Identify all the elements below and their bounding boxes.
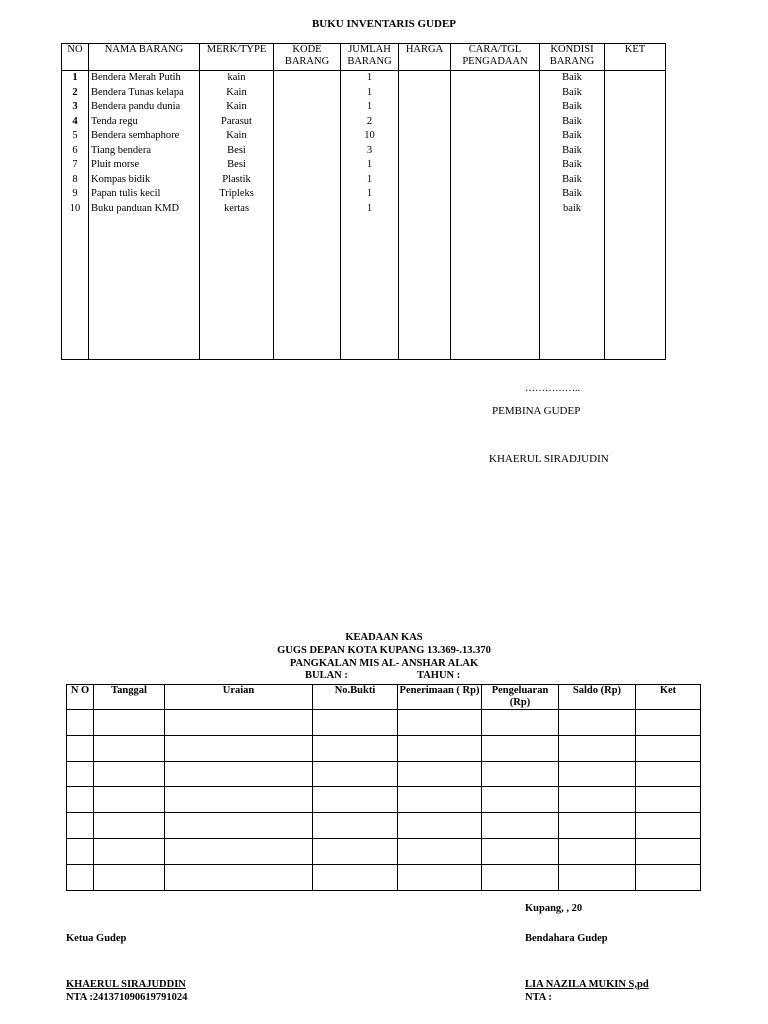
bendahara-name: LIA NAZILA MUKIN S,pd bbox=[525, 979, 649, 990]
header-cara-tgl-pengadaan: CARA/TGL PENGADAAN bbox=[451, 44, 540, 71]
item-ket bbox=[605, 202, 666, 217]
kas-cell bbox=[559, 710, 636, 736]
kas-cell bbox=[94, 813, 165, 839]
kas-cell bbox=[313, 761, 398, 787]
header-ket: KET bbox=[605, 44, 666, 71]
item-kode bbox=[274, 129, 341, 144]
item-kondisi: baik bbox=[540, 202, 605, 217]
item-merk: Kain bbox=[200, 129, 274, 144]
item-merk: Kain bbox=[200, 100, 274, 115]
item-merk: Besi bbox=[200, 144, 274, 159]
item-jumlah: 10 bbox=[341, 129, 399, 144]
item-merk: Tripleks bbox=[200, 187, 274, 202]
item-ket bbox=[605, 173, 666, 188]
item-kode bbox=[274, 144, 341, 159]
place-date: Kupang, , 20 bbox=[525, 903, 583, 914]
item-harga bbox=[399, 187, 451, 202]
inventory-row bbox=[62, 100, 666, 115]
kas-cell bbox=[636, 787, 701, 813]
item-no: 7 bbox=[62, 158, 89, 173]
kas-header-saldo: Saldo (Rp) bbox=[559, 685, 636, 710]
kas-cell bbox=[165, 710, 313, 736]
bendahara-role: Bendahara Gudep bbox=[525, 933, 608, 944]
inventory-body bbox=[62, 71, 666, 360]
kas-cell bbox=[398, 838, 482, 864]
item-merk: Besi bbox=[200, 158, 274, 173]
item-no: 3 bbox=[62, 100, 89, 115]
item-no: 6 bbox=[62, 144, 89, 159]
item-ket bbox=[605, 71, 666, 86]
item-kode bbox=[274, 100, 341, 115]
header-no: NO bbox=[62, 44, 89, 71]
kas-cell bbox=[482, 787, 559, 813]
kas-cell bbox=[313, 710, 398, 736]
header-merk-type: MERK/TYPE bbox=[200, 44, 274, 71]
item-kode bbox=[274, 202, 341, 217]
item-no: 1 bbox=[62, 71, 89, 86]
ketua-name: KHAERUL SIRAJUDDIN bbox=[66, 979, 186, 990]
inventory-row bbox=[62, 129, 666, 144]
kas-cell bbox=[67, 838, 94, 864]
item-kode bbox=[274, 158, 341, 173]
kas-header-ket: Ket bbox=[636, 685, 701, 710]
kas-cell bbox=[94, 761, 165, 787]
item-jumlah: 1 bbox=[341, 158, 399, 173]
blank-cell bbox=[341, 216, 399, 360]
item-name: Bendera semhaphore bbox=[89, 129, 200, 144]
item-jumlah: 1 bbox=[341, 202, 399, 217]
kas-cell bbox=[559, 761, 636, 787]
inventory-row bbox=[62, 144, 666, 159]
item-kondisi: Baik bbox=[540, 144, 605, 159]
blank-cell bbox=[605, 216, 666, 360]
kas-cell bbox=[636, 838, 701, 864]
kas-header-no: N O bbox=[67, 685, 94, 710]
kas-cell bbox=[398, 787, 482, 813]
item-harga bbox=[399, 173, 451, 188]
item-no: 8 bbox=[62, 173, 89, 188]
kas-cell bbox=[165, 735, 313, 761]
inventory-row bbox=[62, 115, 666, 130]
item-merk: Kain bbox=[200, 86, 274, 101]
item-no: 2 bbox=[62, 86, 89, 101]
kas-cell bbox=[94, 710, 165, 736]
item-no: 10 bbox=[62, 202, 89, 217]
item-pengadaan bbox=[451, 144, 540, 159]
item-merk: Parasut bbox=[200, 115, 274, 130]
item-name: Bendera Merah Putih bbox=[89, 71, 200, 86]
kas-cell bbox=[482, 864, 559, 890]
item-ket bbox=[605, 144, 666, 159]
item-kode bbox=[274, 173, 341, 188]
kas-cell bbox=[559, 838, 636, 864]
kas-cell bbox=[67, 864, 94, 890]
kas-cell bbox=[636, 735, 701, 761]
kas-cell bbox=[165, 787, 313, 813]
item-pengadaan bbox=[451, 202, 540, 217]
inventory-blank-space bbox=[62, 216, 666, 360]
item-kondisi: Baik bbox=[540, 158, 605, 173]
kas-header-row bbox=[67, 685, 701, 710]
kas-cell bbox=[559, 735, 636, 761]
kas-cell bbox=[313, 787, 398, 813]
item-jumlah: 1 bbox=[341, 71, 399, 86]
item-kondisi: Baik bbox=[540, 100, 605, 115]
inventory-row bbox=[62, 71, 666, 86]
item-no: 4 bbox=[62, 115, 89, 130]
kas-subtitle-pangkalan: PANGKALAN MIS AL- ANSHAR ALAK bbox=[289, 658, 479, 669]
kas-cell bbox=[313, 813, 398, 839]
kas-cell bbox=[165, 838, 313, 864]
inventory-header-row bbox=[62, 44, 666, 71]
blank-cell bbox=[200, 216, 274, 360]
item-kode bbox=[274, 187, 341, 202]
item-jumlah: 3 bbox=[341, 144, 399, 159]
item-kondisi: Baik bbox=[540, 71, 605, 86]
kas-table bbox=[66, 684, 701, 891]
item-kondisi: Baik bbox=[540, 86, 605, 101]
item-kondisi: Baik bbox=[540, 173, 605, 188]
item-no: 5 bbox=[62, 129, 89, 144]
kas-cell bbox=[165, 761, 313, 787]
item-kondisi: Baik bbox=[540, 187, 605, 202]
item-jumlah: 2 bbox=[341, 115, 399, 130]
blank-cell bbox=[274, 216, 341, 360]
kas-cell bbox=[94, 787, 165, 813]
item-kondisi: Baik bbox=[540, 115, 605, 130]
kas-header-tanggal: Tanggal bbox=[94, 685, 165, 710]
item-harga bbox=[399, 100, 451, 115]
kas-cell bbox=[165, 864, 313, 890]
kas-cell bbox=[482, 735, 559, 761]
item-pengadaan bbox=[451, 173, 540, 188]
inventory-row bbox=[62, 187, 666, 202]
blank-cell bbox=[451, 216, 540, 360]
signature-date-dots: …………….. bbox=[525, 383, 580, 394]
kas-cell bbox=[67, 787, 94, 813]
item-name: Kompas bidik bbox=[89, 173, 200, 188]
kas-bulan: BULAN : bbox=[305, 670, 348, 681]
kas-row bbox=[67, 787, 701, 813]
kas-cell bbox=[165, 813, 313, 839]
item-kode bbox=[274, 71, 341, 86]
item-jumlah: 1 bbox=[341, 100, 399, 115]
kas-cell bbox=[313, 864, 398, 890]
kas-cell bbox=[398, 710, 482, 736]
pembina-role: PEMBINA GUDEP bbox=[492, 405, 581, 417]
item-no: 9 bbox=[62, 187, 89, 202]
item-name: Buku panduan KMD bbox=[89, 202, 200, 217]
item-jumlah: 1 bbox=[341, 173, 399, 188]
item-ket bbox=[605, 187, 666, 202]
kas-cell bbox=[94, 864, 165, 890]
kas-cell bbox=[559, 864, 636, 890]
kas-row bbox=[67, 735, 701, 761]
inventory-row bbox=[62, 86, 666, 101]
kas-cell bbox=[398, 813, 482, 839]
item-kode bbox=[274, 115, 341, 130]
item-pengadaan bbox=[451, 158, 540, 173]
kas-cell bbox=[94, 735, 165, 761]
item-ket bbox=[605, 158, 666, 173]
item-harga bbox=[399, 158, 451, 173]
item-jumlah: 1 bbox=[341, 86, 399, 101]
blank-cell bbox=[399, 216, 451, 360]
inventory-row bbox=[62, 202, 666, 217]
header-harga: HARGA bbox=[399, 44, 451, 71]
bendahara-nta: NTA : bbox=[525, 992, 552, 1003]
blank-cell bbox=[62, 216, 89, 360]
inventory-row bbox=[62, 158, 666, 173]
kas-cell bbox=[482, 813, 559, 839]
item-pengadaan bbox=[451, 86, 540, 101]
kas-cell bbox=[559, 813, 636, 839]
ketua-role: Ketua Gudep bbox=[66, 933, 127, 944]
inventory-table bbox=[61, 43, 666, 360]
item-ket bbox=[605, 100, 666, 115]
item-harga bbox=[399, 71, 451, 86]
kas-row bbox=[67, 761, 701, 787]
kas-cell bbox=[482, 761, 559, 787]
item-harga bbox=[399, 115, 451, 130]
item-name: Tiang bendera bbox=[89, 144, 200, 159]
kas-cell bbox=[67, 761, 94, 787]
kas-cell bbox=[636, 864, 701, 890]
pembina-name: KHAERUL SIRADJUDIN bbox=[489, 453, 609, 465]
kas-cell bbox=[313, 735, 398, 761]
kas-cell bbox=[398, 864, 482, 890]
kas-cell bbox=[559, 787, 636, 813]
kas-subtitle-gudep: GUGS DEPAN KOTA KUPANG 13.369-.13.370 bbox=[277, 645, 491, 656]
inventory-title: BUKU INVENTARIS GUDEP bbox=[311, 18, 457, 30]
item-ket bbox=[605, 86, 666, 101]
header-nama-barang: NAMA BARANG bbox=[89, 44, 200, 71]
item-harga bbox=[399, 202, 451, 217]
kas-cell bbox=[636, 761, 701, 787]
kas-cell bbox=[313, 838, 398, 864]
item-name: Papan tulis kecil bbox=[89, 187, 200, 202]
kas-tahun: TAHUN : bbox=[417, 670, 461, 681]
header-kode-barang: KODE BARANG bbox=[274, 44, 341, 71]
kas-title: KEADAAN KAS bbox=[345, 632, 423, 643]
item-ket bbox=[605, 129, 666, 144]
item-pengadaan bbox=[451, 129, 540, 144]
kas-cell bbox=[67, 735, 94, 761]
item-merk: kain bbox=[200, 71, 274, 86]
item-merk: kertas bbox=[200, 202, 274, 217]
kas-header-no-bukti: No.Bukti bbox=[313, 685, 398, 710]
item-harga bbox=[399, 86, 451, 101]
kas-header-pengeluaran: Pengeluaran (Rp) bbox=[482, 685, 559, 710]
item-kode bbox=[274, 86, 341, 101]
item-harga bbox=[399, 129, 451, 144]
item-jumlah: 1 bbox=[341, 187, 399, 202]
item-name: Bendera pandu dunia bbox=[89, 100, 200, 115]
ketua-nta: NTA :241371090619791024 bbox=[66, 992, 188, 1003]
kas-cell bbox=[94, 838, 165, 864]
item-pengadaan bbox=[451, 100, 540, 115]
item-name: Pluit morse bbox=[89, 158, 200, 173]
item-harga bbox=[399, 144, 451, 159]
kas-cell bbox=[636, 710, 701, 736]
inventory-row bbox=[62, 173, 666, 188]
kas-body bbox=[67, 710, 701, 891]
kas-cell bbox=[67, 813, 94, 839]
kas-row bbox=[67, 838, 701, 864]
item-pengadaan bbox=[451, 115, 540, 130]
kas-cell bbox=[636, 813, 701, 839]
item-pengadaan bbox=[451, 187, 540, 202]
kas-cell bbox=[67, 710, 94, 736]
blank-cell bbox=[89, 216, 200, 360]
kas-cell bbox=[482, 838, 559, 864]
kas-row bbox=[67, 864, 701, 890]
item-ket bbox=[605, 115, 666, 130]
item-name: Tenda regu bbox=[89, 115, 200, 130]
header-kondisi-barang: KONDISI BARANG bbox=[540, 44, 605, 71]
kas-cell bbox=[398, 761, 482, 787]
item-name: Bendera Tunas kelapa bbox=[89, 86, 200, 101]
header-jumlah-barang: JUMLAH BARANG bbox=[341, 44, 399, 71]
kas-header-uraian: Uraian bbox=[165, 685, 313, 710]
item-kondisi: Baik bbox=[540, 129, 605, 144]
kas-header-penerimaan: Penerimaan ( Rp) bbox=[398, 685, 482, 710]
kas-cell bbox=[482, 710, 559, 736]
item-merk: Plastik bbox=[200, 173, 274, 188]
kas-row bbox=[67, 710, 701, 736]
item-pengadaan bbox=[451, 71, 540, 86]
kas-row bbox=[67, 813, 701, 839]
blank-cell bbox=[540, 216, 605, 360]
kas-cell bbox=[398, 735, 482, 761]
